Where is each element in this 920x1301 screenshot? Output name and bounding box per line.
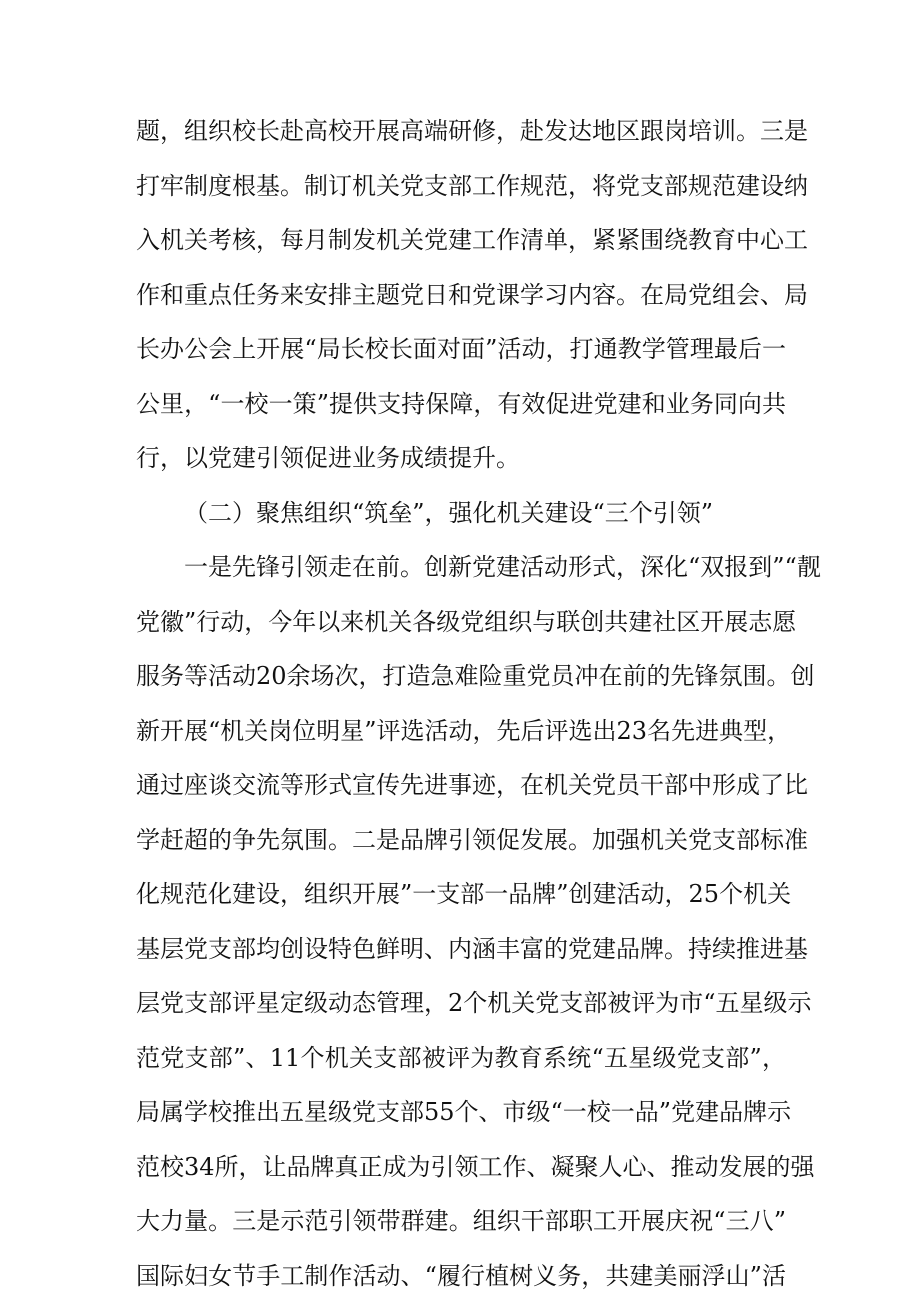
paragraph-2-line-11: 局属学校推出五星级党支部55个、市级“一校一品”党建品牌示 bbox=[136, 1098, 792, 1126]
paragraph-2-line-12: 范校34所，让品牌真正成为引领工作、凝聚人心、推动发展的强 bbox=[136, 1153, 815, 1181]
paragraph-2-line-7: 化规范化建设，组织开展”一支部一品牌”创建活动，25个机关 bbox=[136, 880, 792, 908]
paragraph-2-line-14: 国际妇女节手工制作活动、“履行植树义务，共建美丽浮山”活 bbox=[136, 1262, 786, 1290]
paragraph-2-line-13: 大力量。三是示范引领带群建。组织干部职工开展庆祝“三八” bbox=[136, 1207, 786, 1235]
paragraph-2-line-9: 层党支部评星定级动态管理，2个机关党支部被评为市“五星级示 bbox=[136, 989, 812, 1017]
paragraph-2-line-4: 新开展“机关岗位明星”评选活动，先后评选出23名先进典型， bbox=[136, 717, 792, 745]
paragraph-1-line-4: 作和重点任务来安排主题党日和党课学习内容。在局党组会、局 bbox=[136, 281, 808, 309]
paragraph-2-line-10: 范党支部”、11个机关支部被评为教育系统“五星级党支部”， bbox=[136, 1044, 786, 1072]
paragraph-1-line-6: 公里，“一校一策”提供支持保障，有效促进党建和业务同向共 bbox=[136, 390, 786, 418]
paragraph-1-line-3: 入机关考核，每月制发机关党建工作清单，紧紧围绕教育中心工 bbox=[136, 226, 808, 254]
paragraph-2-line-3: 服务等活动20余场次，打造急难险重党员冲在前的先锋氛围。创 bbox=[136, 662, 815, 690]
paragraph-1-line-5: 长办公会上开展“局长校长面对面”活动，打通教学管理最后一 bbox=[136, 335, 786, 363]
paragraph-2-line-8: 基层党支部均创设特色鲜明、内涵丰富的党建品牌。持续推进基 bbox=[136, 935, 808, 963]
paragraph-2-line-6: 学赶超的争先氛围。二是品牌引领促发展。加强机关党支部标准 bbox=[136, 826, 808, 854]
paragraph-1-line-2: 打牢制度根基。制订机关党支部工作规范，将党支部规范建设纳 bbox=[136, 172, 808, 200]
paragraph-2-line-1: 一是先锋引领走在前。创新党建活动形式，深化“双报到”“靓 bbox=[184, 553, 821, 581]
paragraph-1-line-7: 行，以党建引领促进业务成绩提升。 bbox=[136, 444, 520, 472]
section-heading: （二）聚焦组织“筑垒”，强化机关建设“三个引领” bbox=[184, 499, 714, 527]
paragraph-2-line-5: 通过座谈交流等形式宣传先进事迹，在机关党员干部中形成了比 bbox=[136, 771, 808, 799]
paragraph-2-line-2: 党徽”行动，今年以来机关各级党组织与联创共建社区开展志愿 bbox=[136, 608, 797, 636]
paragraph-1-line-1: 题，组织校长赴高校开展高端研修，赴发达地区跟岗培训。三是 bbox=[136, 117, 808, 145]
